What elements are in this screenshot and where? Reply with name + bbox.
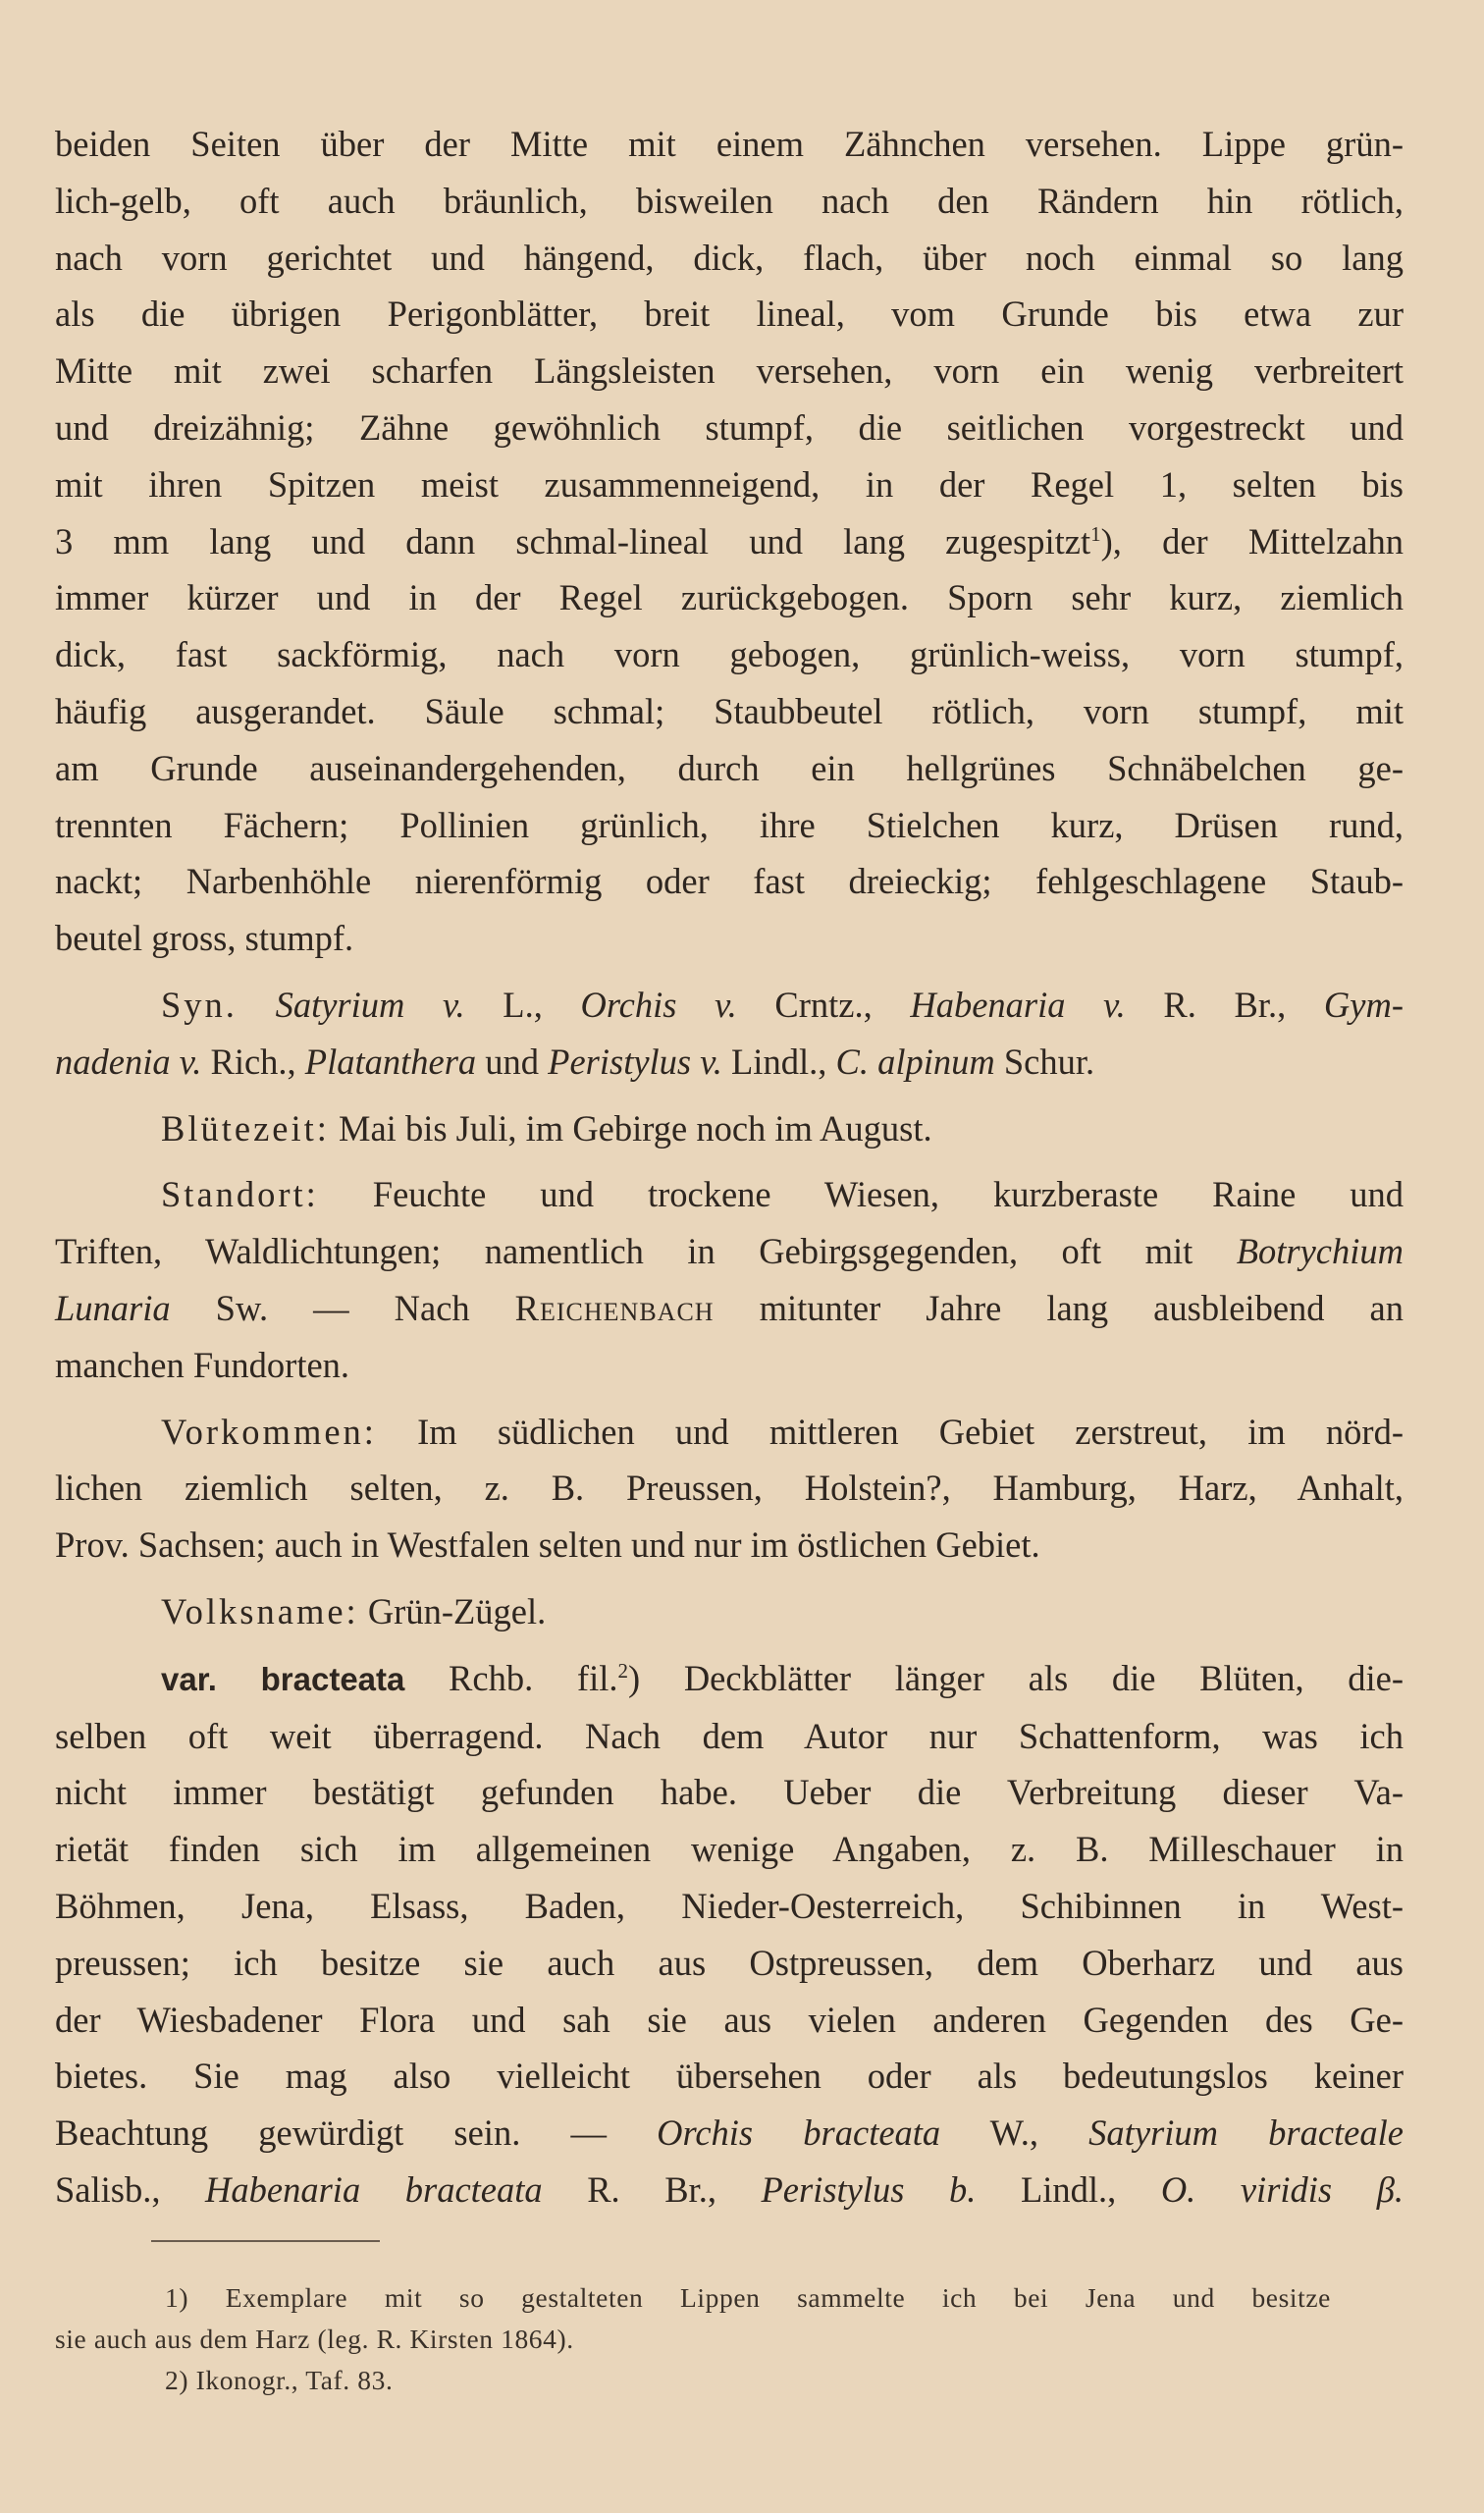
habitat-text-4: mitunter Jahre lang ausbleibend an xyxy=(714,1287,1404,1328)
habitat-text-2: Triften, Waldlichtungen; namentlich in Gebirgsgegenden, oft mit xyxy=(55,1231,1237,1272)
text-run: W., xyxy=(940,2112,1089,2154)
habitat-line-4: manchen Fundorten. xyxy=(55,1344,350,1385)
variety-line: nicht immer bestätigt gefunden habe. Ueber die Verbreitung dieser Va- xyxy=(55,1772,1404,1813)
taxon-name: Satyrium bracteale xyxy=(1088,2112,1404,2154)
description-line: beiden Seiten über der Mitte mit einem Zähnchen versehen. Lippe grün- xyxy=(55,124,1404,164)
variety-line xyxy=(55,2162,1404,2219)
synonyms-line-1 xyxy=(55,977,1404,1034)
description-line: immer kürzer und in der Regel zurückgebogen. Sporn sehr kurz, ziemlich xyxy=(55,577,1404,618)
common-name-paragraph xyxy=(55,1583,1404,1640)
variety-text-1: ) Deckblätter länger als die Blüten, die- xyxy=(627,1657,1404,1698)
habitat-paragraph xyxy=(55,1166,1404,1393)
footnotes xyxy=(55,2277,1404,2401)
flowering-time-text: Mai bis Juli, im Gebirge noch im August. xyxy=(329,1107,932,1149)
description-line: und dreizähnig; Zähne gewöhnlich stumpf, die seitlichen vorgestreckt und xyxy=(55,406,1404,448)
occurrence-line-1 xyxy=(55,1404,1404,1461)
flowering-time-line xyxy=(55,1100,1404,1157)
taxon-name: Gym- xyxy=(1323,984,1404,1025)
synonyms-line-2 xyxy=(55,1034,1404,1091)
habitat-text-1: Feuchte und trockene Wiesen, kurzberaste Raine und xyxy=(318,1174,1404,1215)
taxon-name: Orchis bracteata xyxy=(657,2112,941,2154)
habitat-taxon-botrychium: Botrychium xyxy=(1236,1231,1404,1272)
taxon-name: Platanthera xyxy=(304,1041,477,1082)
text-run: Salisb., xyxy=(55,2168,206,2210)
taxon-name: Peristylus b. xyxy=(761,2168,977,2210)
description-line: nackt; Narbenhöhle nierenförmig oder fast dreieckig; fehlgeschlagene Staub- xyxy=(55,861,1404,902)
text-run: Crntz., xyxy=(736,984,911,1025)
footnote-ref-1: 1 xyxy=(1090,521,1101,546)
footnote-1-line-2: sie auch aus dem Harz (leg. R. Kirsten 1864). xyxy=(55,2323,574,2354)
text-run: R. Br., xyxy=(1125,984,1324,1025)
taxon-name: Peristylus v. xyxy=(548,1041,722,1082)
habitat-label: Standort: xyxy=(161,1174,319,1215)
text-run: Beachtung gewürdigt sein. — xyxy=(55,2112,658,2154)
text-run: Rich., xyxy=(201,1041,305,1082)
description-line: trennten Fächern; Pollinien grünlich, ihre Stielchen kurz, Drüsen rund, xyxy=(55,804,1404,845)
main-text xyxy=(55,116,1404,2219)
text-run: 3 mm lang und dann schmal-lineal und lang zugespitzt xyxy=(55,520,1091,561)
variety-line-1 xyxy=(55,1650,1404,1708)
description-line: häufig ausgerandet. Säule schmal; Staubbeutel rötlich, vorn stumpf, mit xyxy=(55,690,1404,731)
occurrence-line-2: lichen ziemlich selten, z. B. Preussen, Holstein?, Hamburg, Harz, Anhalt, xyxy=(55,1468,1404,1509)
taxon-name: C. alpinum xyxy=(835,1041,995,1082)
author-reichenbach: Reichenbach xyxy=(514,1287,715,1328)
variety-author: Rchb. fil. xyxy=(404,1657,618,1698)
variety-line: Böhmen, Jena, Elsass, Baden, Nieder-Oesterreich, Schibinnen in West- xyxy=(55,1885,1404,1926)
text-run: R. Br., xyxy=(542,2168,762,2210)
footnote-ref-2: 2 xyxy=(617,1658,628,1683)
variety-line xyxy=(55,2105,1404,2162)
synonyms-paragraph xyxy=(55,977,1404,1091)
variety-line: selben oft weit überragend. Nach dem Autor nur Schattenform, was ich xyxy=(55,1715,1404,1756)
occurrence-text-1: Im südlichen und mittleren Gebiet zerstreut, im nörd- xyxy=(376,1411,1404,1452)
description-line: am Grunde auseinandergehenden, durch ein hellgrünes Schnäbelchen ge- xyxy=(55,747,1404,788)
common-name-label: Volksname: xyxy=(161,1590,359,1631)
text-run: ), der Mittelzahn xyxy=(1100,520,1404,561)
taxon-name: O. viridis β. xyxy=(1160,2168,1404,2210)
variety-line: preussen; ich besitze sie auch aus Ostpreussen, dem Oberharz und aus xyxy=(55,1942,1404,1983)
text-run: Lindl., xyxy=(976,2168,1161,2210)
habitat-line-3 xyxy=(55,1280,1404,1337)
text-run: Schur. xyxy=(994,1041,1095,1082)
occurrence-line-3: Prov. Sachsen; auch in Westfalen selten und nur im östlichen Gebiet. xyxy=(55,1524,1040,1566)
habitat-text-3: Sw. — Nach xyxy=(170,1287,515,1328)
description-line: nach vorn gerichtet und hängend, dick, flach, über noch einmal so lang xyxy=(55,237,1404,278)
habitat-line-2 xyxy=(55,1223,1404,1280)
taxon-name: Habenaria v. xyxy=(910,984,1126,1025)
footnote-1-line-1: 1) Exemplare mit so gestalteten Lippen sammelte ich bei Jena und besitze xyxy=(165,2281,1331,2313)
description-paragraph xyxy=(55,116,1404,967)
taxon-name: Orchis v. xyxy=(580,984,737,1025)
description-line: mit ihren Spitzen meist zusammenneigend, in der Regel 1, selten bis xyxy=(55,463,1404,505)
variety-label: var. bracteata xyxy=(161,1660,405,1697)
footnote-divider xyxy=(151,2240,380,2242)
description-line: lich-gelb, oft auch bräunlich, bisweilen nach den Rändern hin rötlich, xyxy=(55,180,1404,221)
description-line: dick, fast sackförmig, nach vorn gebogen, grünlich-weiss, vorn stumpf, xyxy=(55,634,1404,675)
variety-line: rietät finden sich im allgemeinen wenige Angaben, z. B. Milleschauer in xyxy=(55,1829,1404,1870)
common-name-text: Grün-Zügel. xyxy=(358,1590,547,1631)
taxon-name: nadenia v. xyxy=(55,1041,202,1082)
habitat-taxon-lunaria: Lunaria xyxy=(55,1287,171,1328)
text-run: L., xyxy=(464,984,581,1025)
flowering-time-paragraph xyxy=(55,1100,1404,1157)
flowering-time-label: Blütezeit: xyxy=(161,1107,330,1149)
occurrence-label: Vorkommen: xyxy=(161,1411,377,1452)
taxon-name: Habenaria bracteata xyxy=(205,2168,543,2210)
footnote-2: 2) Ikonogr., Taf. 83. xyxy=(165,2364,394,2395)
variety-paragraph xyxy=(55,1650,1404,2219)
text-run: Lindl., xyxy=(721,1041,836,1082)
description-line: als die übrigen Perigonblätter, breit lineal, vom Grunde bis etwa zur xyxy=(55,294,1404,335)
description-line: Mitte mit zwei scharfen Längsleisten versehen, vorn ein wenig verbreitert xyxy=(55,350,1404,392)
habitat-line-1 xyxy=(55,1166,1404,1223)
text-run: und xyxy=(476,1041,549,1082)
occurrence-paragraph xyxy=(55,1404,1404,1574)
taxon-name: Satyrium v. xyxy=(275,984,465,1025)
synonyms-label: Syn. xyxy=(161,984,238,1025)
variety-line: der Wiesbadener Flora und sah sie aus vielen anderen Gegenden des Ge- xyxy=(55,1999,1404,2040)
description-line: beutel gross, stumpf. xyxy=(55,918,354,959)
common-name-line xyxy=(55,1583,1404,1640)
description-line xyxy=(55,513,1404,570)
variety-line: bietes. Sie mag also vielleicht übersehen oder als bedeutungslos keiner xyxy=(55,2056,1404,2097)
